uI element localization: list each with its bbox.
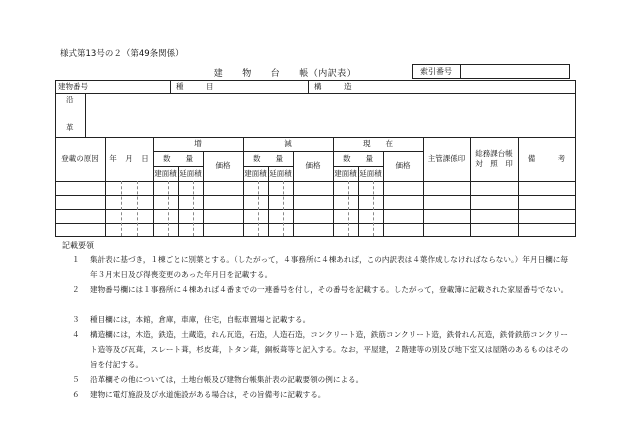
history-label-bottom: 革 — [66, 123, 74, 132]
note-text: 建物番号欄には１事務所に４棟あれば４番までの一連番号を付し，その番号を記載する。したがって，登載簿に記載された家屋番号でない。 — [90, 285, 569, 294]
note-text: 種目欄には，本館，倉庫，車庫，住宅，自転車置場と記載する。 — [90, 315, 311, 324]
reason-header: 登載の原因 — [61, 154, 99, 163]
remarks-header: 備 考 — [527, 154, 566, 163]
current-building-area-header: 建面積 — [334, 169, 357, 178]
increase-header: 増 — [194, 139, 202, 148]
history-label-top: 沿 — [66, 95, 74, 104]
index-box-right — [569, 64, 570, 79]
general-affairs-header-line2: 対 照 印 — [475, 159, 513, 168]
note-number: ４ — [72, 330, 80, 339]
decrease-price-header: 価格 — [305, 161, 321, 170]
note-item — [72, 312, 572, 327]
type-label: 種 目 — [176, 82, 214, 91]
note-text: 集計表に基づき，１棟ごとに別葉とする。（したがって，４事務所に４棟あれば，この内訳表は４葉作成しなければならない。）年月日欄に毎年３月末日及び得喪変更のあった年月日を記載する。 — [90, 255, 568, 279]
increase-floor-area-header: 延面積 — [179, 169, 202, 178]
increase-building-area-header: 建面積 — [154, 169, 177, 178]
current-price-header: 価格 — [395, 161, 411, 170]
note-text: 建物に電灯施設及び水道施設がある場合は，その旨備考に記載する。 — [90, 390, 326, 399]
note-item — [72, 327, 572, 372]
index-box-bottom — [412, 78, 570, 79]
index-box-top — [412, 64, 570, 65]
note-text: 沿革欄その他については，土地台帳及び建物台帳集計表の記載要領の例による。 — [90, 375, 364, 384]
index-number-field[interactable] — [462, 66, 568, 77]
notes-heading: 記載要領 — [62, 241, 94, 250]
decrease-building-area-header: 建面積 — [244, 169, 267, 178]
decrease-header: 減 — [284, 139, 292, 148]
current-header: 現 在 — [363, 139, 393, 148]
current-floor-area-header: 延面積 — [359, 169, 382, 178]
increase-quantity-header: 数 量 — [163, 154, 193, 163]
day-header: 日 — [141, 154, 149, 163]
note-number: ６ — [72, 390, 80, 399]
decrease-floor-area-header: 延面積 — [269, 169, 292, 178]
note-number: ５ — [72, 375, 80, 384]
note-number: ２ — [72, 285, 80, 294]
note-text: 構造欄には，木造，鉄造，土蔵造，れん瓦造，石造，人造石造，コンクリート造，鉄筋コンクリート造，鉄骨れん瓦造，鉄骨鉄筋コンクリート造等及び瓦葺，スレート葺，杉皮葺，トタン葺，銅板葺等と記入する。なお，平屋建，２階建等の別及び地下室又は屋階のあるものはその旨を付記する。 — [90, 330, 569, 369]
index-box-divider — [460, 64, 461, 79]
index-number-label: 索引番号 — [420, 67, 452, 76]
form-caption: 様式第13号の２（第49条関係） — [60, 49, 184, 59]
responsible-seal-header: 主管課係印 — [427, 154, 466, 163]
structure-label: 構 造 — [314, 82, 352, 91]
form-title: 建 物 台 帳（内訳表） — [213, 69, 357, 79]
increase-price-header: 価格 — [215, 161, 231, 170]
note-item — [72, 372, 572, 387]
month-header: 月 — [125, 154, 133, 163]
note-item — [72, 387, 572, 402]
note-number: ３ — [72, 315, 80, 324]
note-item — [72, 282, 572, 312]
decrease-quantity-header: 数 量 — [253, 154, 283, 163]
note-item — [72, 252, 572, 282]
building-number-label: 建物番号 — [58, 82, 88, 91]
note-number: １ — [72, 255, 80, 264]
year-header: 年 — [109, 154, 117, 163]
current-quantity-header: 数 量 — [343, 154, 373, 163]
general-affairs-header-line1: 総務課台帳 — [475, 149, 513, 158]
